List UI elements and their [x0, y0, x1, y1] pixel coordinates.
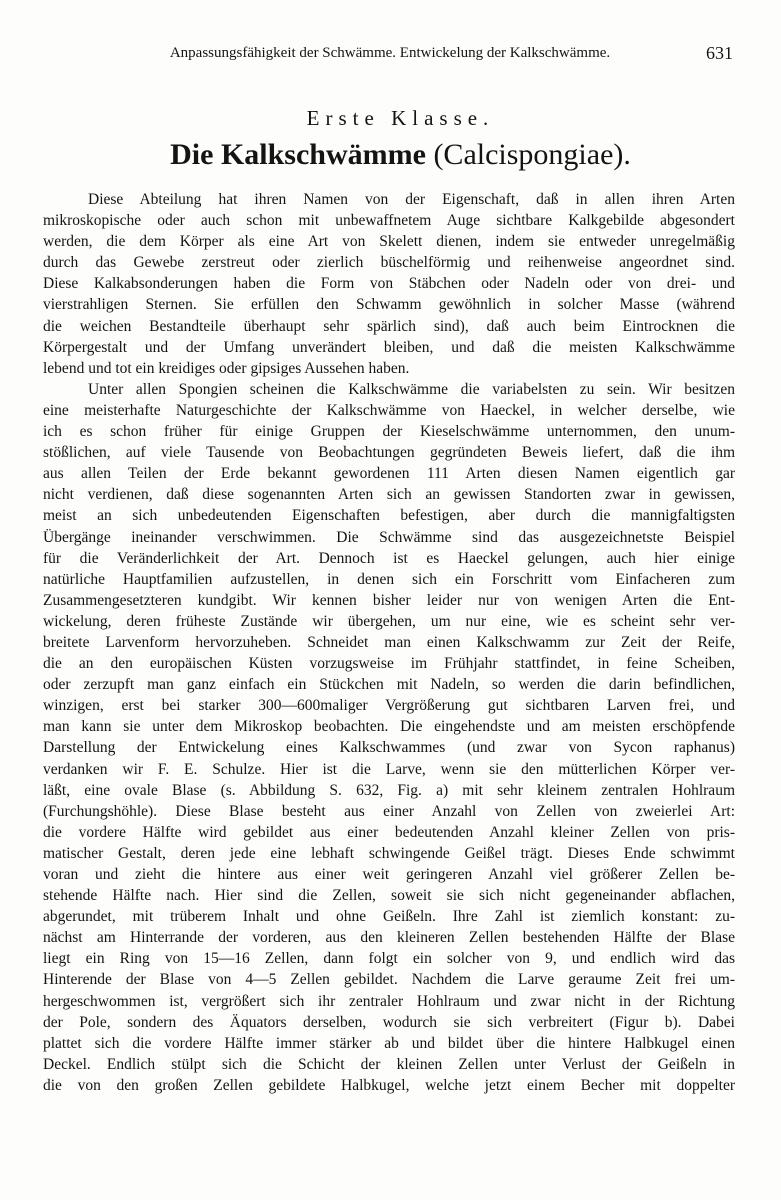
text-line: durch das Gewebe zerstreut oder zierlich büschelförmig und reihenweise angeordnet sind. — [43, 254, 735, 272]
text-line: oder zerzupft man ganz einfach ein Stückchen mit Nadeln, so werden die darin befindlichen, — [43, 676, 735, 694]
paragraph — [43, 379, 735, 1096]
chapter-title-german: Die Kalkschwämme — [170, 138, 426, 171]
class-title: Erste Klasse. — [306, 106, 495, 130]
text-line: Diese Kalkabsonderungen haben die Form von Stäbchen oder Nadeln oder von drei- und — [43, 275, 735, 293]
text-line: winzigen, erst bei starker 300—600maliger Vergrößerung gut sichtbaren Larven frei, und — [43, 697, 735, 715]
text-line: lebend und tot ein kreidiges oder gipsiges Aussehen haben. — [43, 359, 410, 377]
text-line: eine meisterhafte Naturgeschichte der Kalkschwämme von Haeckel, in welcher derselbe, wie — [43, 401, 735, 419]
running-head: Anpassungsfähigkeit der Schwämme. Entwickelung der Kalkschwämme. — [169, 45, 611, 61]
text-line: läßt, eine ovale Blase (s. Abbildung S. 632, Fig. a) mit sehr kleinem zentralen Hohlraum — [43, 781, 735, 799]
text-line: man kann sie unter dem Mikroskop beobachten. Die eingehendste und am meisten erschöpfende — [43, 718, 735, 736]
text-line: stehende Hälfte nach. Hier sind die Zellen, soweit sie sich nicht gegeneinander abflachen, — [43, 887, 735, 905]
text-line: plattet sich die vordere Hälfte immer stärker ab und bildet über die hintere Halbkugel einen — [43, 1034, 735, 1052]
body-text — [43, 189, 735, 1096]
text-line: Diese Abteilung hat ihren Namen von der Eigenschaft, daß in allen ihren Arten — [88, 191, 735, 208]
text-line: der Pole, sondern des Äquators derselben, wodurch sie sich verbreitert (Figur b). Dabei — [43, 1013, 735, 1031]
text-line: (Furchungshöhle). Diese Blase besteht aus einer Anzahl von Zellen von zweierlei Art: — [43, 802, 735, 820]
text-line: Übergänge ineinander verschwimmen. Die Schwämme sind das ausgezeichnetste Beispiel — [43, 528, 735, 546]
text-line: Deckel. Endlich stülpt sich die Schicht der kleinen Zellen unter Verlust der Geißeln in — [43, 1055, 735, 1073]
text-line: ich es schon früher für einige Gruppen der Kieselschwämme unternommen, den unum- — [43, 423, 735, 441]
text-line: Unter allen Spongien scheinen die Kalkschwämme die variabelsten zu sein. Wir besitzen — [88, 380, 735, 398]
page-number: 631 — [706, 43, 733, 63]
text-line: wickelung, deren früheste Zustände wir übergehen, um nur eine, wie es scheint sehr ver- — [43, 612, 735, 630]
text-line: Darstellung der Entwickelung eines Kalkschwammes (und zwar von Sycon raphanus) — [43, 739, 735, 757]
text-line: meist an sich unbedeutenden Eigenschaften befestigen, aber durch die mannigfaltigsten — [43, 507, 735, 525]
text-line: die weichen Bestandteile überhaupt sehr spärlich sind), daß auch beim Eintrocknen die — [43, 317, 735, 335]
text-line: die vordere Hälfte wird gebildet aus einer bedeutenden Anzahl kleiner Zellen von pris- — [43, 823, 735, 841]
paragraph — [43, 189, 735, 379]
text-line: mikroskopische oder auch schon mit unbewaffnetem Auge sichtbare Kalkgebilde abgesondert — [43, 212, 735, 230]
text-line: abgerundet, mit trüberem Inhalt und ohne Geißeln. Ihre Zahl ist ziemlich konstant: zu- — [43, 908, 735, 926]
text-line: vierstrahligen Sternen. Sie erfüllen den Schwamm gewöhnlich in solcher Masse (während — [43, 296, 735, 314]
chapter-title-latin: (Calcispongiae). — [433, 138, 631, 171]
text-line: Hinterende der Blase von 4—5 Zellen gebildet. Nachdem die Larve geraume Zeit frei um- — [43, 971, 735, 989]
text-line: voran und zieht die hintere aus einer weit geringeren Anzahl viel größerer Zellen be- — [43, 866, 735, 883]
text-line: nicht verdienen, daß diese sogenannten Arten sich an gewissen Standorten zwar in gewissen, — [43, 486, 735, 504]
text-line: die von den großen Zellen gebildete Halbkugel, welche jetzt einem Becher mit doppelter — [43, 1076, 735, 1094]
text-line: verdanken wir F. E. Schulze. Hier ist die Larve, wenn sie den mütterlichen Körper ver- — [43, 760, 735, 778]
text-line: für die Veränderlichkeit der Art. Dennoch ist es Haeckel gelungen, auch hier einige — [43, 549, 735, 567]
text-line: die an den europäischen Küsten vorzugsweise im Frühjahr stattfindet, in feine Scheiben, — [43, 655, 735, 673]
text-line: Körpergestalt und der Umfang unverändert bleiben, und daß die meisten Kalkschwämme — [43, 338, 735, 356]
text-line: nächst am Hinterrande der vorderen, aus den kleineren Zellen bestehenden Hälfte der Blase — [43, 929, 735, 947]
text-line: hergeschwommen ist, vergrößert sich ihr zentraler Hohlraum und zwar nicht in der Richtung — [43, 992, 735, 1010]
chapter-title — [0, 137, 781, 173]
text-line: liegt ein Ring von 15—16 Zellen, dann folgt ein solcher von 9, und endlich wird das — [43, 950, 735, 968]
text-line: natürliche Hauptfamilien aufzustellen, in denen sich ein Forschritt vom Einfacheren zum — [43, 570, 735, 588]
text-line: breitete Larvenform hervorzuheben. Schneidet man einen Kalkschwamm zur Zeit der Reife, — [43, 633, 735, 651]
text-line: werden, die dem Körper als eine Art von Skelett dienen, indem sie entweder unregelmäßig — [43, 233, 735, 251]
text-line: aus allen Teilen der Erde bekannt gewordenen 111 Arten diesen Namen eigentlich gar — [43, 465, 735, 483]
text-line: stößlichen, auf viele Tausende von Beobachtungen gegründeten Beweis liefert, daß die ihm — [43, 444, 735, 462]
text-line: matischer Gestalt, deren jede eine lebhaft schwingende Geißel trägt. Dieses Ende schwimmt — [43, 844, 735, 862]
text-line: Zusammengesetzteren kundgibt. Wir kennen bisher leider nur von wenigen Arten die Ent- — [43, 591, 735, 609]
